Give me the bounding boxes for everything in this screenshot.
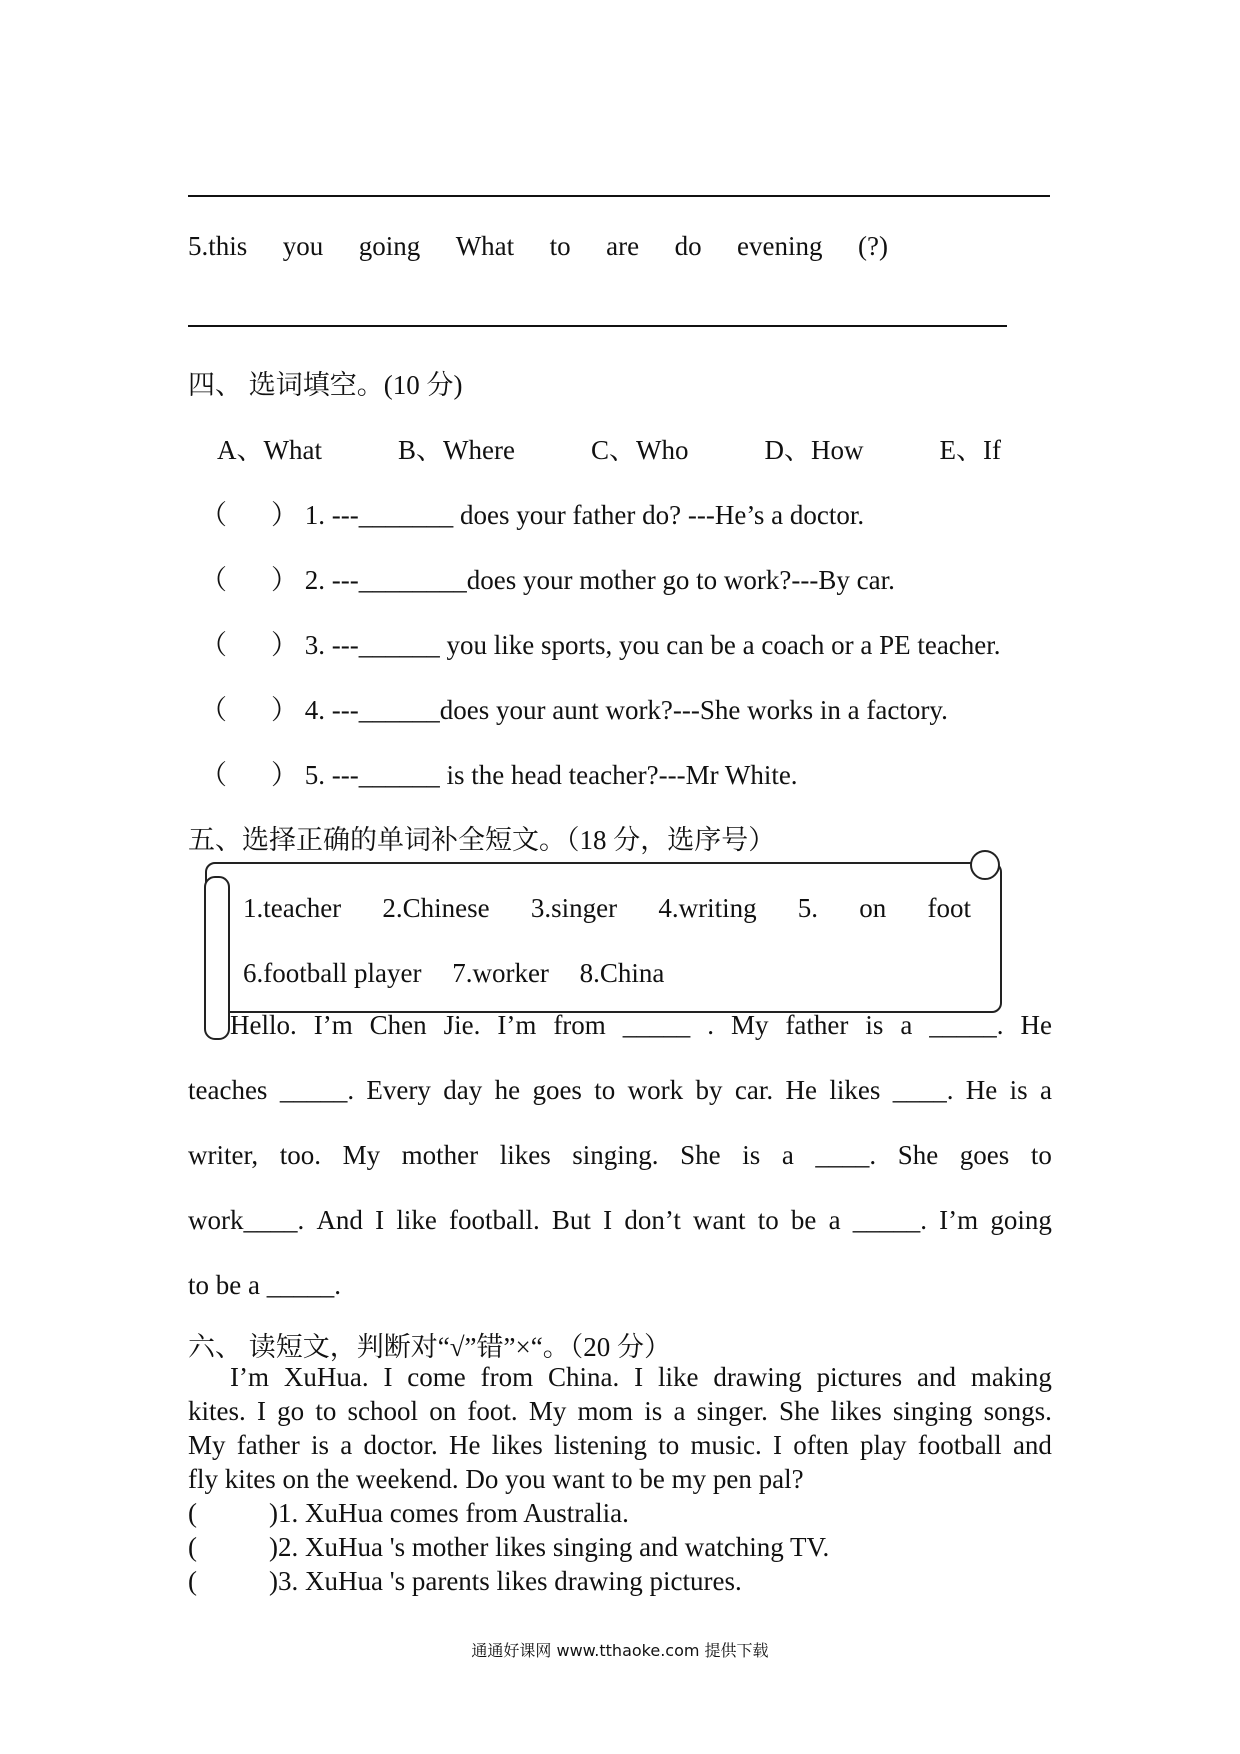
s4-item-5 [200, 753, 798, 792]
s6-item-3 [188, 1566, 742, 1597]
word-option: 6.football player [243, 958, 422, 988]
q5-word: going [358, 231, 421, 261]
s4-item-4 [200, 688, 948, 727]
answer-line-4 [188, 195, 1050, 197]
scroll-curl-top [970, 850, 1000, 880]
q5-word: to [549, 231, 571, 261]
word-bank-scroll [205, 862, 1002, 1013]
word-option: on [859, 893, 887, 923]
word-option: 4.writing [658, 893, 757, 923]
word-option: 7.worker [452, 958, 549, 988]
answer-paren-open: ( [188, 1498, 197, 1528]
answer-paren-close: ） [271, 500, 298, 530]
s5-passage-line-4: work____. And I like football. But I don’t want to be a _____. I’m going [188, 1205, 1052, 1235]
answer-paren-close: ） [271, 630, 298, 660]
s6-passage-line-3: My father is a doctor. He likes listening to music. I often play football and [188, 1430, 1052, 1460]
answer-paren-open: （ [200, 500, 227, 530]
answer-paren-open: （ [200, 695, 227, 725]
answer-paren-open: （ [200, 760, 227, 790]
item-text: )1. XuHua comes from Australia. [269, 1498, 629, 1528]
q5-word: you [282, 231, 324, 261]
answer-paren-close: ） [271, 760, 298, 790]
word-option: 5. [797, 893, 819, 923]
s6-item-1 [188, 1498, 629, 1529]
s6-passage-line-4: fly kites on the weekend. Do you want to be my pen pal? [188, 1464, 804, 1494]
option-a: A、What [217, 435, 322, 465]
s6-passage-line-1: I’m XuHua. I come from China. I like drawing pictures and making [230, 1362, 1052, 1392]
word-bank-row-2 [243, 958, 664, 989]
answer-paren-open: ( [188, 1566, 197, 1596]
item-text: 5. ---______ is the head teacher?---Mr White. [304, 760, 798, 790]
option-b: B、Where [397, 435, 515, 465]
s4-item-3 [200, 623, 1001, 662]
item-text: 1. ---_______ does your father do? ---He’s a doctor. [304, 500, 865, 530]
item-text: )3. XuHua 's parents likes drawing pictures. [269, 1566, 742, 1596]
item-text: )2. XuHua 's mother likes singing and watching TV. [269, 1532, 830, 1562]
s5-passage-line-2: teaches _____. Every day he goes to work by car. He likes ____. He is a [188, 1075, 1052, 1105]
item-text: 3. ---______ you like sports, you can be a coach or a PE teacher. [304, 630, 1001, 660]
answer-paren-open: （ [200, 565, 227, 595]
section4-options [217, 428, 1001, 467]
word-option: 1.teacher [243, 893, 342, 923]
section4-heading: 四、 选词填空。(10 分) [188, 370, 463, 400]
item-text: 4. ---______does your aunt work?---She works in a factory. [304, 695, 948, 725]
answer-paren-close: ） [271, 695, 298, 725]
word-option: 3.singer [530, 893, 618, 923]
s4-item-1 [200, 493, 864, 532]
q5-word: What [455, 231, 515, 261]
word-option: foot [927, 893, 971, 923]
s6-item-2 [188, 1532, 829, 1563]
answer-paren-close: ） [271, 565, 298, 595]
word-option: 2.Chinese [382, 893, 490, 923]
answer-paren-open: ( [188, 1532, 197, 1562]
option-d: D、How [764, 435, 864, 465]
section6-heading: 六、 读短文，判断对“√”错”×“。（20 分） [188, 1332, 671, 1362]
q5-word: (?) [857, 231, 888, 261]
question-5-row [188, 231, 888, 262]
option-c: C、Who [590, 435, 689, 465]
s4-item-2 [200, 558, 895, 597]
footer-credit: 通通好课网 www.tthaoke.com 提供下载 [471, 1641, 769, 1660]
q5-word: evening [737, 231, 823, 261]
s5-passage-line-3: writer, too. My mother likes singing. She is a ____. She goes to [188, 1140, 1052, 1170]
q5-num-word: 5.this [188, 231, 248, 261]
answer-paren-open: （ [200, 630, 227, 660]
answer-line-5 [188, 325, 1007, 327]
word-bank-row-1 [243, 893, 971, 924]
word-option: 8.China [579, 958, 665, 988]
s5-passage-line-5: to be a _____. [188, 1270, 341, 1300]
scroll-curl-left [204, 876, 230, 1040]
q5-word: are [606, 231, 640, 261]
item-text: 2. ---________does your mother go to work?---By car. [304, 565, 895, 595]
option-e: E、If [939, 435, 1001, 465]
s5-passage-line-1: Hello. I’m Chen Jie. I’m from _____ . My father is a _____. He [230, 1010, 1052, 1040]
s6-passage-line-2: kites. I go to school on foot. My mom is a singer. She likes singing songs. [188, 1396, 1052, 1426]
section5-heading: 五、选择正确的单词补全短文。（18 分，选序号） [188, 825, 776, 855]
q5-word: do [674, 231, 702, 261]
